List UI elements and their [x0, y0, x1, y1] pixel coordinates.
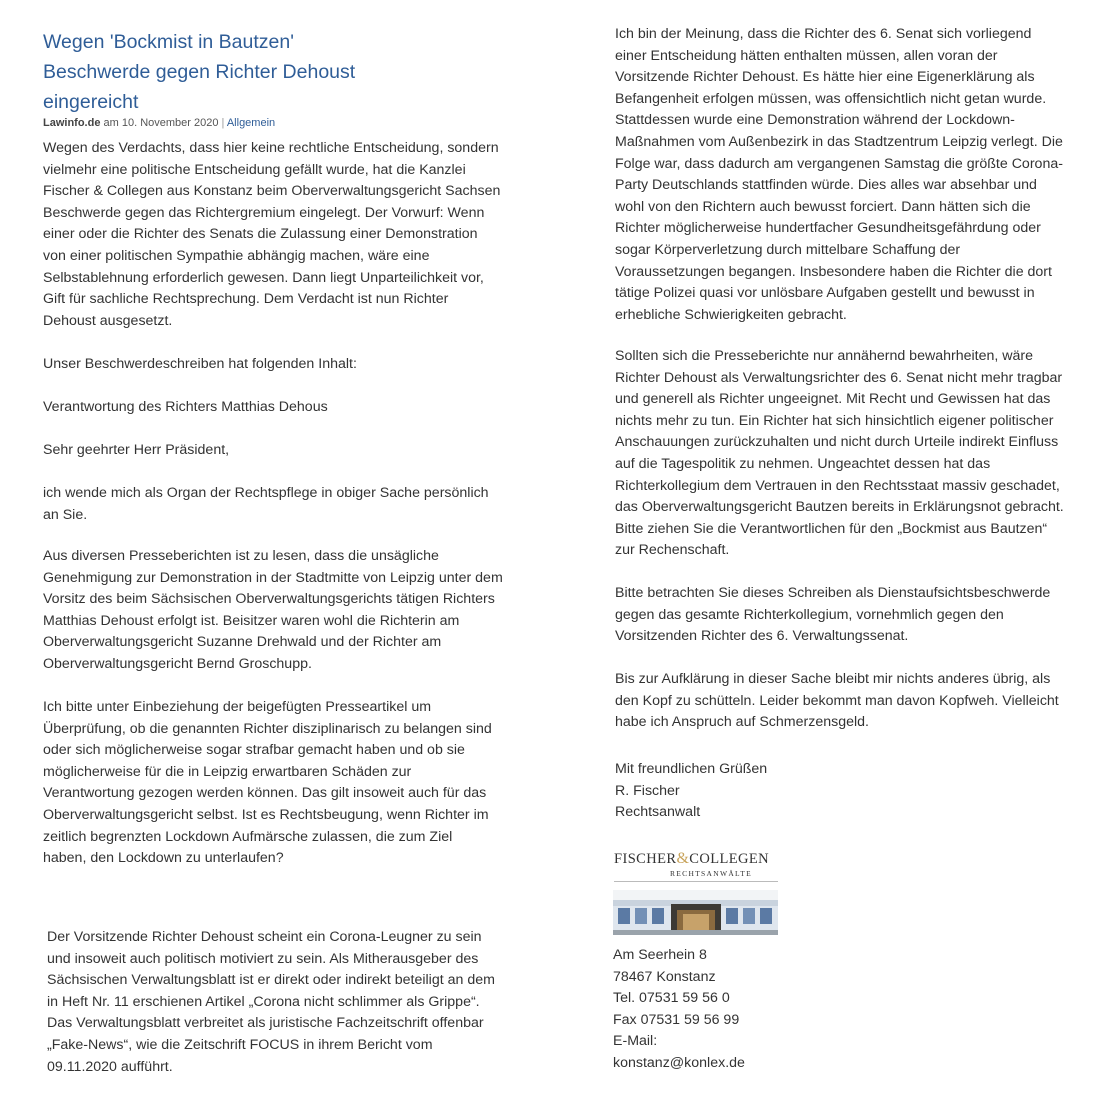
body-paragraph: Aus diversen Presseberichten ist zu lesen, dass die unsägliche Genehmigung zur Demonstration in der Stadtmitte von Leipzig unter dem Vorsitz des beim Sächsischen Oberverwaltungsgerichts tätigen Richters Matthias Dehoust erfolgt ist. Beisitzer waren wohl die Richterin am Oberverwaltungsgericht Suzanne Drehwald und der Richter am Oberverwaltungsgericht Bernd Groschupp.: [43, 548, 503, 672]
body-paragraph: Der Vorsitzende Richter Dehoust scheint ein Corona-Leugner zu sein und insoweit auch politisch motiviert zu sein. Als Mitherausgeber des Sächsischen Verwaltungsblatt ist er direkt oder indirekt beteiligt an dem in Heft Nr. 11 erschienen Artikel „Corona nicht schlimmer als Grippe“. Das Verwaltungsblatt verbreitet als juristische Fachzeitschrift offenbar „Fake-News“, wie die Zeitschrift FOCUS in ihrem Bericht vom 09.11.2020 aufführt.: [47, 929, 495, 1075]
body-paragraph: ich wende mich als Organ der Rechtspflege in obiger Sache persönlich an Sie.: [43, 485, 489, 523]
body-paragraph: Bitte betrachten Sie dieses Schreiben als Dienstaufsichtsbeschwerde gegen das gesamte Richterkollegium, vornehmlich gegen den Vorsitzenden Richter des 6. Verwaltungssenat.: [615, 585, 1051, 645]
firm-logo: [614, 850, 778, 882]
logo-subtitle: RECHTSANWÄLTE: [669, 869, 753, 878]
logo-name-part2: COLLEGEN: [689, 851, 770, 867]
title-line: eingereicht: [43, 91, 139, 113]
body-paragraph: Ich bin der Meinung, dass die Richter des 6. Senat sich vorliegend einer Entscheidung hätten enthalten müssen, allen voran der Vorsitzende Richter Dehoust. Es hätte hier eine Eigenerklärung als Befangenheit erfolgen müssen, was offensichtlich nicht getan wurde. Stattdessen wurde eine Demonstration während der Lockdown-Maßnahmen vom Außenbezirk in das Stadtzentrum Leipzig verlegt. Die Folge war, dass dadurch am vergangenen Samstag die größte Corona-Party Deutschlands stattfinden würde. Dies alles war absehbar und wohl von den Richtern auch bewusst forciert. Dann hätten sich die Richter möglicherweise hundertfacher Gesundheitsgefährdung oder sogar Körperverletzung durch mittelbare Schaffung der Voraussetzungen begangen. Insbesondere haben die Richter die dort tätige Polizei quasi vor unlösbare Aufgaben gestellt und bewusst in erhebliche Schwierigkeiten gebracht.: [615, 26, 1063, 323]
address-email-label: E-Mail:: [613, 1033, 658, 1050]
letter-salutation: Sehr geehrter Herr Präsident,: [43, 442, 230, 458]
address-email[interactable]: konstanz@konlex.de: [613, 1054, 745, 1071]
letter-subject: Verantwortung des Richters Matthias Dehous: [43, 399, 328, 415]
meta-separator: |: [221, 117, 225, 129]
body-paragraph: Bis zur Aufklärung in dieser Sache bleibt mir nichts anderes übrig, als den Kopf zu schütteln. Leider bekommt man davon Kopfweh. Vielleicht habe ich Anspruch auf Schmerzensgeld.: [615, 671, 1059, 731]
logo-ampersand: &: [676, 850, 690, 867]
signature-role: Rechtsanwalt: [615, 804, 701, 821]
logo-name-part1: FISCHER: [614, 851, 677, 867]
body-paragraph: Sollten sich die Presseberichte nur annähernd bewahrheiten, wäre Richter Dehoust als Verwaltungsrichter des 6. Senat nicht mehr tragbar und generell als Richter ungeeignet. Mit Recht und Gewissen hat das nichts mehr zu tun. Ein Richter hat sich hinsichtlich eigener politischer Anschauungen zurückzuhalten und nicht durch Urteile indirekt Einfluss auf die Tagespolitik zu nehmen. Ungeachtet dessen hat das Richterkollegium dem Vertrauen in den Rechtsstaat massiv geschadet, das Oberverwaltungsgericht Bautzen bereits in Erklärungsnot gebracht. Bitte ziehen Sie die Verantwortlichen für den „Bockmist aus Bautzen“ zur Rechenschaft.: [615, 348, 1064, 559]
address-street: Am Seerhein 8: [613, 947, 707, 963]
category-link[interactable]: Allgemein: [226, 117, 276, 129]
address-city: 78467 Konstanz: [613, 968, 716, 985]
title-line: Wegen 'Bockmist in Bautzen': [43, 31, 294, 53]
article-title: [43, 27, 355, 117]
meta-date: am 10. November 2020: [103, 117, 219, 129]
address-fax: Fax 07531 59 56 99: [613, 1011, 740, 1028]
title-line: Beschwerde gegen Richter Dehoust: [43, 61, 356, 83]
logo-divider: [614, 881, 778, 882]
building-image: [613, 890, 778, 935]
signature: [615, 759, 767, 824]
body-paragraph: Ich bitte unter Einbeziehung der beigefügten Presseartikel um Überprüfung, ob die genannten Richter disziplinarisch zu belangen sind oder sich möglicherweise sogar strafbar gemacht haben und ob sie möglicherweise für die in Leipzig erwartbaren Schäden zur Verantwortung gezogen werden können. Das gilt insoweit auch für das Oberverwaltungsgericht selbst. Ist es Rechtsbeugung, wenn Richter im zeitlich begrenzten Lockdown Aufmärsche zulassen, die zum Ziel haben, den Lockdown zu unterlaufen?: [43, 699, 492, 867]
signature-closing: Mit freundlichen Grüßen: [615, 761, 768, 777]
body-paragraph: Unser Beschwerdeschreiben hat folgenden Inhalt:: [43, 356, 357, 372]
firm-address: [613, 945, 813, 1075]
article-meta: [43, 117, 275, 129]
office-building-photo: [613, 890, 778, 935]
meta-source: Lawinfo.de: [43, 117, 101, 129]
address-phone: Tel. 07531 59 56 0: [613, 990, 730, 1007]
signature-name: R. Fischer: [615, 782, 680, 799]
intro-paragraph: Wegen des Verdachts, dass hier keine rechtliche Entscheidung, sondern vielmehr eine politische Entscheidung gefällt wurde, hat die Kanzlei Fischer & Collegen aus Konstanz beim Oberverwaltungsgericht Sachsen Beschwerde gegen das Richtergremium eingelegt. Der Vorwurf: Wenn einer oder die Richter des Senats die Zulassung einer Demonstration von einer politischen Sympathie abhängig machen, wäre eine Selbstablehnung erforderlich gewesen. Dann liegt Unparteilichkeit vor, Gift für sachliche Rechtsprechung. Dem Verdacht ist nun Richter Dehoust ausgesetzt.: [43, 140, 501, 329]
